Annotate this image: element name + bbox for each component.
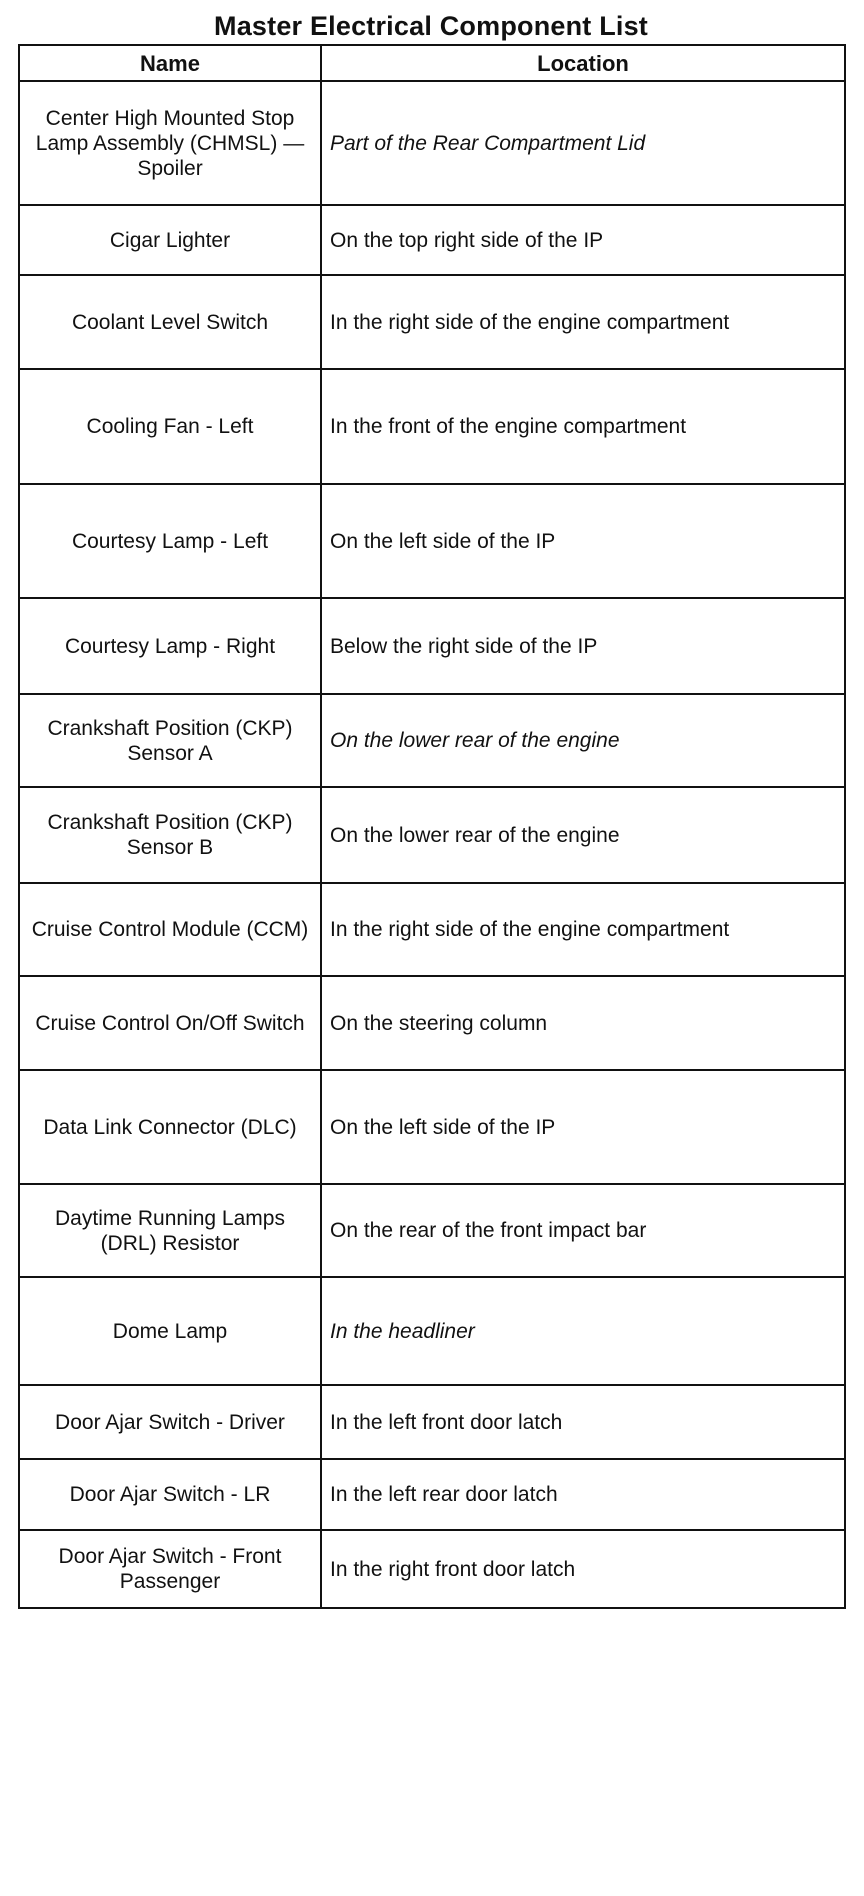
- component-name-cell: Door Ajar Switch - LR: [19, 1459, 321, 1530]
- component-location-cell: On the left side of the IP: [321, 1070, 845, 1184]
- component-name-cell: Crankshaft Position (CKP) Sensor B: [19, 787, 321, 883]
- component-name-cell: Courtesy Lamp - Left: [19, 484, 321, 598]
- table-body: [19, 81, 845, 1608]
- table-row: [19, 205, 845, 275]
- page-title: Master Electrical Component List: [214, 11, 648, 41]
- component-name-cell: Door Ajar Switch - Front Passenger: [19, 1530, 321, 1608]
- component-location-cell: In the right side of the engine compartment: [321, 883, 845, 976]
- component-name-cell: Crankshaft Position (CKP) Sensor A: [19, 694, 321, 787]
- component-location-cell: Part of the Rear Compartment Lid: [321, 81, 845, 205]
- table-row: [19, 1070, 845, 1184]
- component-name-cell: Data Link Connector (DLC): [19, 1070, 321, 1184]
- component-location-cell: In the right front door latch: [321, 1530, 845, 1608]
- component-location-cell: In the headliner: [321, 1277, 845, 1385]
- component-name-cell: Daytime Running Lamps (DRL) Resistor: [19, 1184, 321, 1277]
- table-row: [19, 369, 845, 484]
- column-header-location: Location: [321, 45, 845, 81]
- table-row: [19, 81, 845, 205]
- component-name-cell: Cruise Control On/Off Switch: [19, 976, 321, 1070]
- table-row: [19, 598, 845, 694]
- component-table: [18, 44, 846, 1609]
- component-location-cell: On the left side of the IP: [321, 484, 845, 598]
- table-row: [19, 1385, 845, 1459]
- table-row: [19, 1277, 845, 1385]
- component-location-cell: On the lower rear of the engine: [321, 787, 845, 883]
- component-name-cell: Door Ajar Switch - Driver: [19, 1385, 321, 1459]
- table-row: [19, 1184, 845, 1277]
- component-name-cell: Courtesy Lamp - Right: [19, 598, 321, 694]
- component-location-cell: In the left front door latch: [321, 1385, 845, 1459]
- component-name-cell: Dome Lamp: [19, 1277, 321, 1385]
- header-row: [19, 45, 845, 81]
- table-row: [19, 484, 845, 598]
- table-row: [19, 1530, 845, 1608]
- component-name-cell: Coolant Level Switch: [19, 275, 321, 369]
- component-location-cell: On the lower rear of the engine: [321, 694, 845, 787]
- component-location-cell: Below the right side of the IP: [321, 598, 845, 694]
- component-location-cell: In the right side of the engine compartment: [321, 275, 845, 369]
- table-row: [19, 1459, 845, 1530]
- table-row: [19, 883, 845, 976]
- component-location-cell: In the left rear door latch: [321, 1459, 845, 1530]
- component-location-cell: On the top right side of the IP: [321, 205, 845, 275]
- table-row: [19, 976, 845, 1070]
- component-location-cell: On the steering column: [321, 976, 845, 1070]
- table-row: [19, 275, 845, 369]
- component-location-cell: In the front of the engine compartment: [321, 369, 845, 484]
- table-row: [19, 787, 845, 883]
- component-name-cell: Cruise Control Module (CCM): [19, 883, 321, 976]
- table-row: [19, 694, 845, 787]
- component-name-cell: Cooling Fan - Left: [19, 369, 321, 484]
- component-name-cell: Center High Mounted Stop Lamp Assembly (CHMSL) — Spoiler: [19, 81, 321, 205]
- column-header-name: Name: [19, 45, 321, 81]
- component-location-cell: On the rear of the front impact bar: [321, 1184, 845, 1277]
- component-name-cell: Cigar Lighter: [19, 205, 321, 275]
